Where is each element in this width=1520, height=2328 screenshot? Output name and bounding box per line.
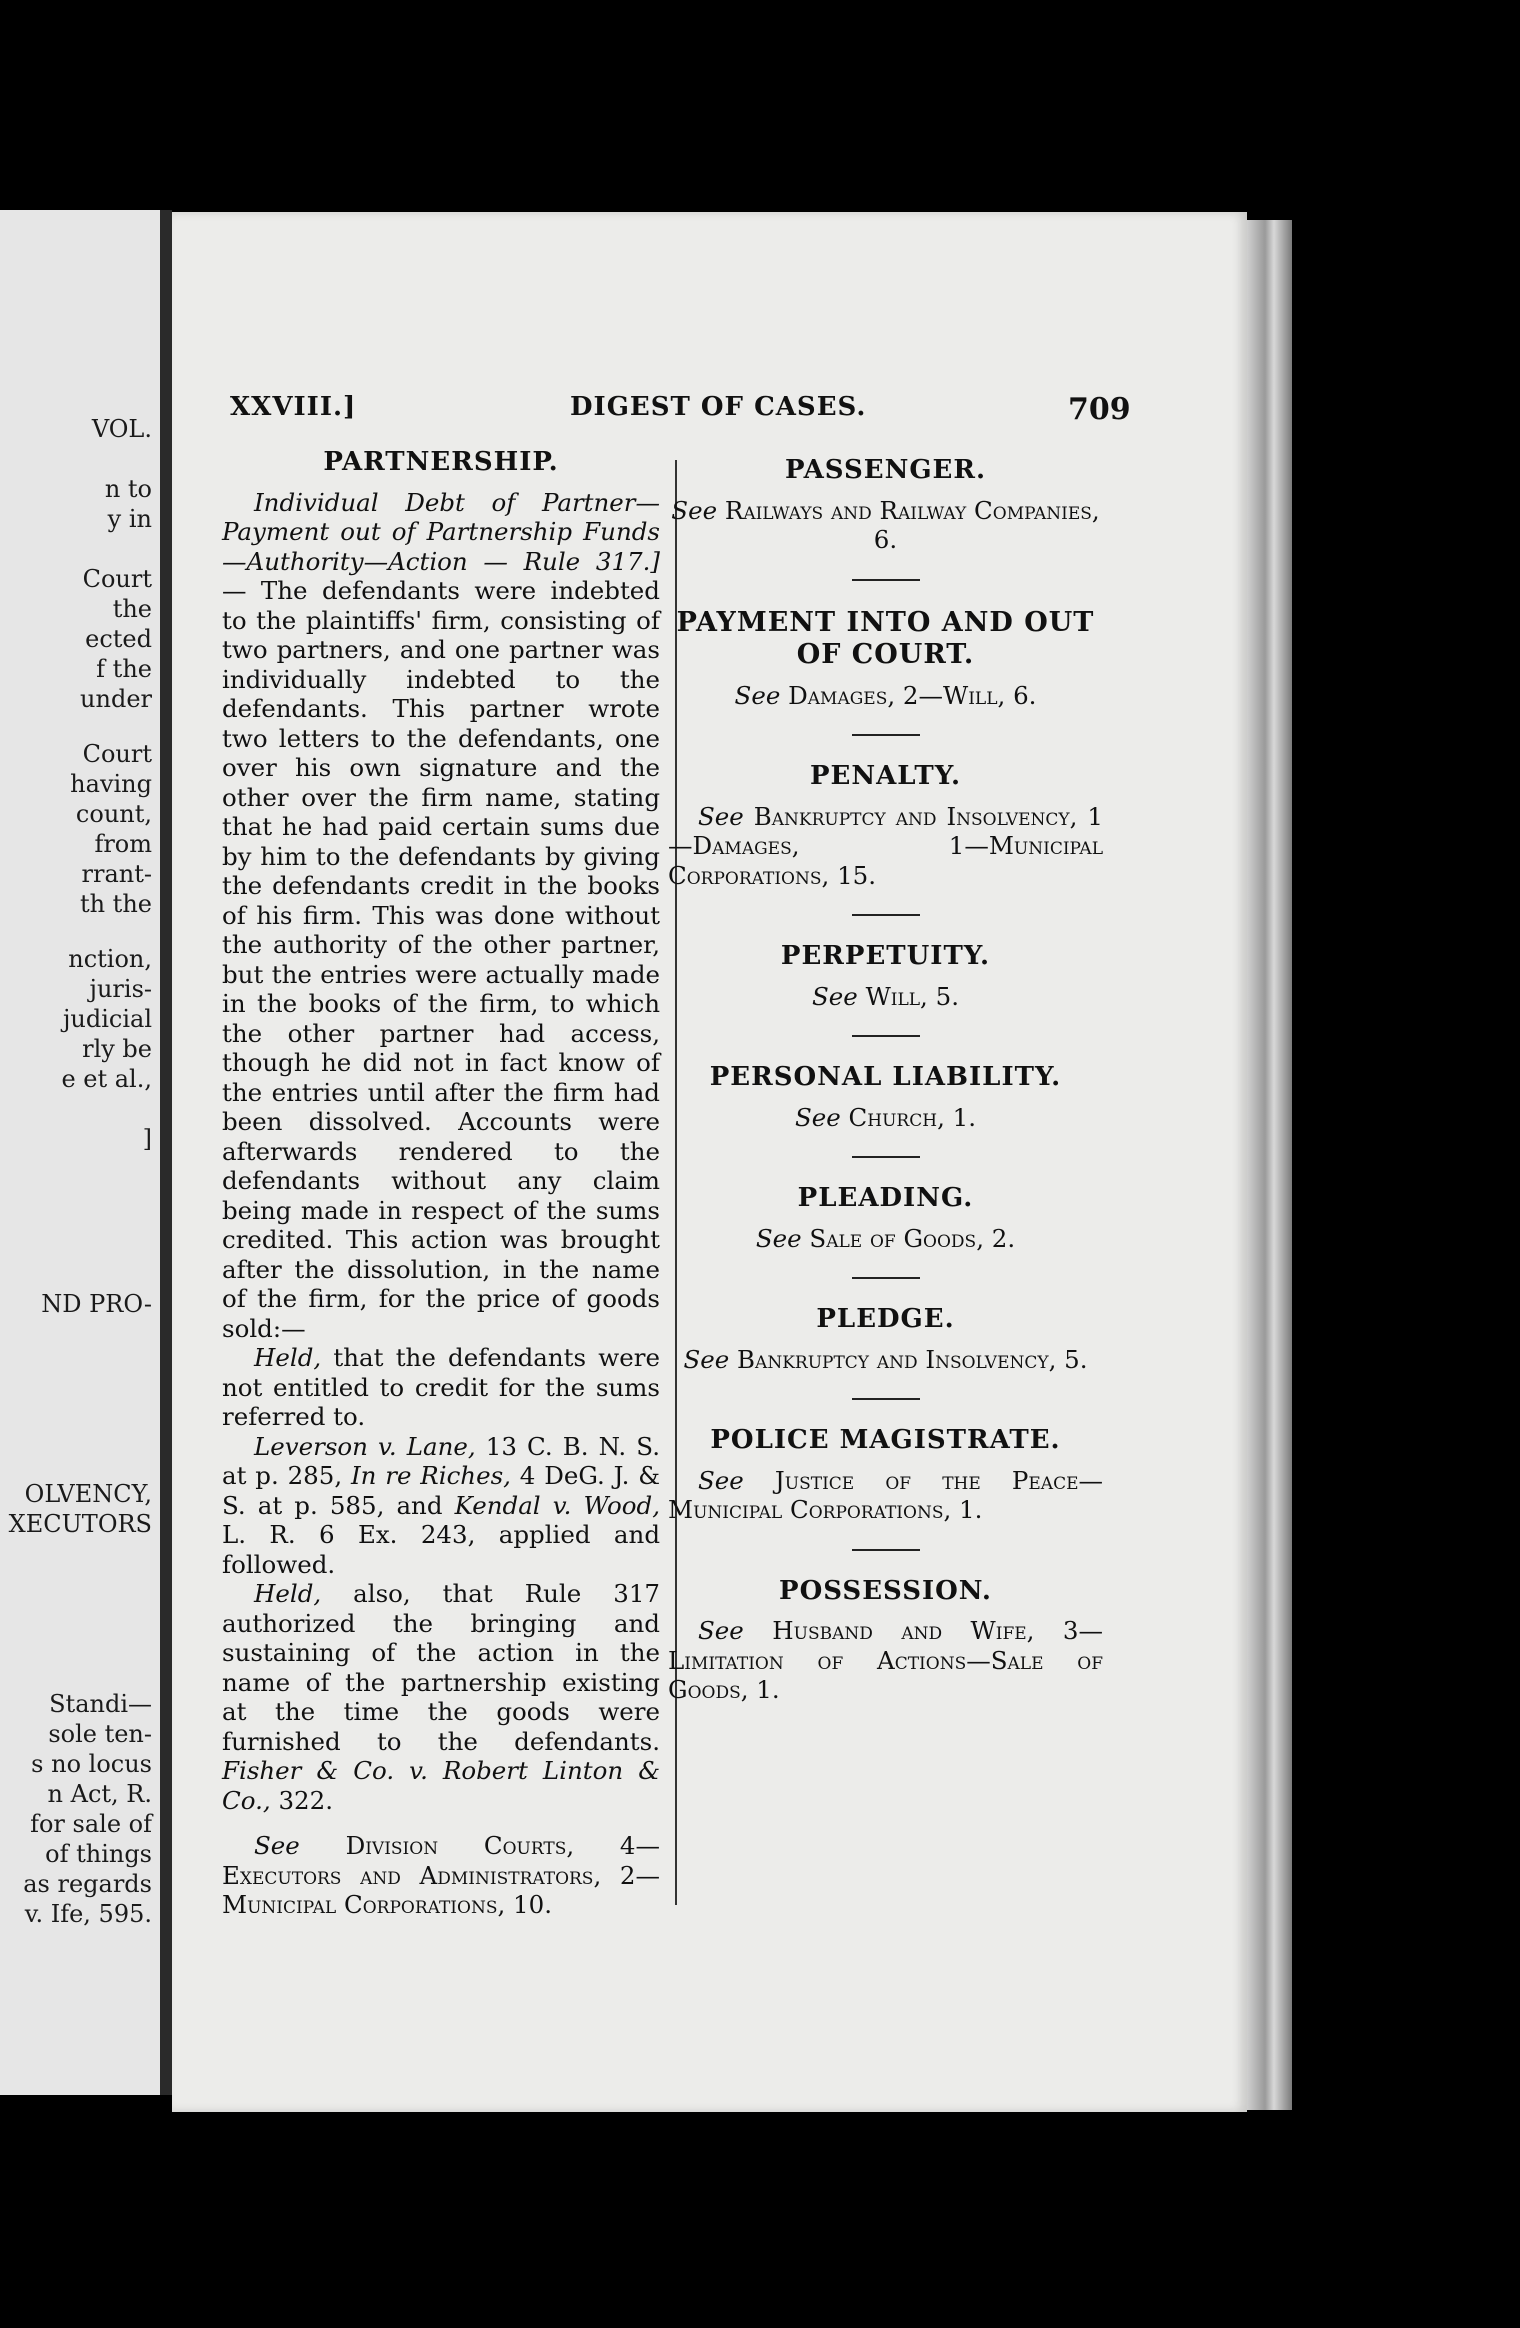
facing-page-line: juris- <box>89 975 152 1003</box>
page-number: 709 <box>1068 392 1131 427</box>
held-lead: Held, <box>254 1343 322 1372</box>
holding-text: also, that Rule 317 authorized the bringing and sustaining of the action in the name of the partnership existing at the time the goods were furnished to the defendants. <box>222 1579 660 1756</box>
citation-text: L. R. 6 Ex. 243, applied and followed. <box>222 1520 660 1579</box>
digest-entry <box>668 1063 1103 1158</box>
see-word: See <box>698 1616 744 1645</box>
digest-entry <box>668 1184 1103 1279</box>
running-title: DIGEST OF CASES. <box>570 392 867 422</box>
holding-1 <box>222 1343 660 1432</box>
see-word: See <box>254 1831 300 1860</box>
facing-page-line: Standi— <box>49 1690 152 1718</box>
facing-page-line: XECUTORS <box>8 1510 152 1538</box>
facing-page-line: Court <box>82 740 152 768</box>
see-word: See <box>698 801 744 831</box>
facing-page-line: count, <box>75 800 152 828</box>
partnership-entry <box>222 488 660 1344</box>
facing-page-line: n Act, R. <box>47 1780 152 1808</box>
facing-page-line: OLVENCY, <box>24 1480 152 1508</box>
digest-entry <box>668 1305 1103 1400</box>
entry-title: PLEDGE. <box>816 1304 955 1334</box>
see-targets: Sale of Goods, 2. <box>801 1223 1016 1253</box>
see-word: See <box>794 1102 841 1132</box>
facing-page-line: sole ten- <box>48 1720 152 1748</box>
entry-title: POLICE MAGISTRATE. <box>710 1425 1061 1455</box>
digest-entry <box>668 1577 1103 1705</box>
entry-divider <box>852 579 920 581</box>
see-targets: Church, 1. <box>840 1102 977 1132</box>
facing-page-line: rrant- <box>81 860 152 888</box>
facing-page-line: y in <box>107 505 152 533</box>
entry-divider <box>852 1277 920 1279</box>
facing-page-line: VOL. <box>91 415 152 443</box>
facing-page-line: s no locus <box>31 1750 152 1778</box>
see-word: See <box>671 495 718 525</box>
entry-cross-reference <box>668 1466 1103 1525</box>
entry-title: PERSONAL LIABILITY. <box>709 1062 1062 1092</box>
see-targets: Will, 5. <box>857 981 959 1011</box>
entry-title: PERPETUITY. <box>780 941 991 971</box>
entry-divider <box>852 1156 920 1158</box>
facing-page-line: f the <box>96 655 152 683</box>
digest-entry <box>668 456 1103 581</box>
entry-cross-reference <box>668 1224 1103 1254</box>
entry-divider <box>852 1035 920 1037</box>
facing-page-line: e et al., <box>61 1065 152 1093</box>
facing-page-line: the <box>112 595 152 623</box>
citation-text: 4 DeG. J. & S. at p. 585, and <box>222 1461 661 1520</box>
see-word: See <box>811 981 858 1011</box>
entry-cross-reference <box>668 802 1103 891</box>
facing-page-line: th the <box>79 890 152 918</box>
entry-cross-reference <box>668 496 1103 555</box>
entry-divider <box>852 1549 920 1551</box>
see-targets: Damages, 2—Will, 6. <box>780 680 1037 710</box>
see-targets: Justice of the Peace—Municipal Corporations, 1. <box>668 1465 1103 1524</box>
digest-entry <box>668 762 1103 916</box>
entry-cross-reference <box>668 1616 1103 1705</box>
cross-reference <box>222 1831 660 1920</box>
facing-page-line: n to <box>104 475 152 503</box>
facing-page-line: ND PRO- <box>41 1290 152 1318</box>
see-word: See <box>734 680 781 710</box>
facing-page-line: ] <box>142 1125 152 1153</box>
left-column <box>222 448 660 1920</box>
case-name: Fisher & Co. v. Robert Linton & Co., <box>222 1756 660 1815</box>
case-facts: — The defendants were indebted to the plaintiffs' firm, consisting of two partners, and one partner was individually indebted to the defendants. This partner wrote two letters to the defendants, one over his own signature and the other over the firm name, stating that he had paid certain sums due by him to the defendants by giving the defendants credit in the books of his firm. This was done without the authority of the other partner, but the entries were actually made in the books of the firm, to which the other partner had access, though he did not in fact know of the entries until after the firm had been dissolved. Accounts were afterwards rendered to the defendants without any claim being made in respect of the sums credited. This action was brought after the dissolution, in the name of the firm, for the price of goods sold:— <box>222 576 660 1343</box>
digest-entry <box>668 1426 1103 1551</box>
see-targets: Division Courts, 4—Executors and Administrators, 2—Municipal Corporations, 10. <box>222 1831 660 1919</box>
holding-2 <box>222 1579 660 1815</box>
facing-page-line: judicial <box>62 1005 152 1033</box>
held-lead: Held, <box>254 1579 322 1608</box>
citation-text: 13 C. B. N. S. at p. 285, <box>222 1431 660 1490</box>
entry-divider <box>852 1398 920 1400</box>
entry-divider <box>852 734 920 736</box>
facing-page-line: of things <box>45 1840 152 1868</box>
page-edge <box>1247 220 1292 2110</box>
entry-title: PENALTY. <box>809 761 962 791</box>
digest-entry <box>668 607 1103 737</box>
book-gutter <box>160 210 172 2095</box>
see-targets: Bankruptcy and Insolvency, 1—Damages, 1—Municipal Corporations, 15. <box>668 801 1103 890</box>
holding-text: that the defendants were not entitled to credit for the sums referred to. <box>222 1343 660 1431</box>
see-word: See <box>698 1465 744 1495</box>
see-targets: Husband and Wife, 3—Limitation of Actions—Sale of Goods, 1. <box>668 1616 1103 1704</box>
case-citation: In re Riches, <box>350 1461 511 1490</box>
facing-page-line: having <box>70 770 152 798</box>
volume-label: XXVIII.] <box>230 392 357 422</box>
entry-title: PASSENGER. <box>784 455 987 485</box>
section-title-partnership: PARTNERSHIP. <box>323 447 559 477</box>
entry-title: POSSESSION. <box>779 1575 992 1606</box>
facing-page-line: for sale of <box>30 1810 152 1838</box>
facing-page-line: v. Ife, 595. <box>24 1900 152 1928</box>
entry-divider <box>852 914 920 916</box>
facing-page-line: ected <box>85 625 152 653</box>
right-column <box>668 456 1103 1705</box>
facing-page-line: nction, <box>68 945 152 973</box>
entry-cross-reference <box>668 982 1103 1012</box>
entry-cross-reference <box>668 681 1103 711</box>
see-word: See <box>755 1223 802 1253</box>
case-citation: Leverson v. Lane, <box>254 1431 476 1461</box>
entry-title: PAYMENT INTO AND OUT OF COURT. <box>676 606 1095 670</box>
see-targets: Bankruptcy and Insolvency, 5. <box>729 1344 1088 1374</box>
entry-cross-reference <box>668 1345 1103 1375</box>
facing-page-fragment <box>0 210 163 2095</box>
entry-cross-reference <box>668 1103 1103 1133</box>
entry-title: PLEADING. <box>797 1183 974 1213</box>
cases-cited <box>222 1432 660 1580</box>
facing-page-line: under <box>80 685 152 713</box>
see-targets: Railways and Railway Companies, 6. <box>717 495 1100 554</box>
headnote: Individual Debt of Partner—Payment out of Partnership Funds—Authority—Action — Rule 317.] <box>222 487 660 576</box>
digest-entry <box>668 942 1103 1037</box>
running-header <box>0 392 1520 432</box>
case-citation: Kendal v. Wood, <box>454 1490 660 1520</box>
facing-page-line: from <box>94 830 152 858</box>
facing-page-line: Court <box>82 565 152 593</box>
case-page: 322. <box>270 1785 333 1815</box>
facing-page-line: rly be <box>82 1035 152 1063</box>
see-word: See <box>683 1344 730 1374</box>
facing-page-line: as regards <box>23 1870 152 1898</box>
